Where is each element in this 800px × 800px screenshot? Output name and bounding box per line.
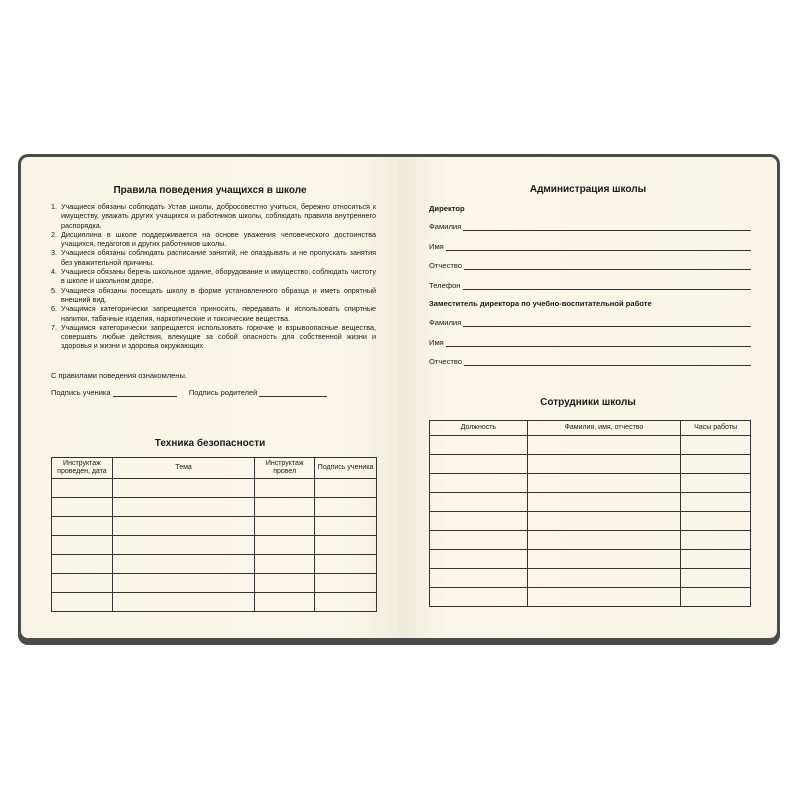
notebook-spread bbox=[18, 154, 780, 645]
table-cell[interactable] bbox=[527, 531, 680, 550]
table-cell[interactable] bbox=[315, 555, 377, 574]
director-fields bbox=[429, 221, 751, 290]
table-cell[interactable] bbox=[52, 574, 113, 593]
safety-title: Техника безопасности bbox=[154, 438, 266, 449]
table-cell[interactable] bbox=[527, 455, 680, 474]
table-cell[interactable] bbox=[527, 569, 680, 588]
left-page bbox=[21, 157, 399, 638]
table-cell[interactable] bbox=[255, 517, 315, 536]
table-header-cell: Должность bbox=[430, 421, 528, 436]
table-row bbox=[430, 493, 751, 512]
table-cell[interactable] bbox=[681, 588, 751, 607]
table-cell[interactable] bbox=[112, 517, 254, 536]
table-cell[interactable] bbox=[681, 455, 751, 474]
table-cell[interactable] bbox=[52, 498, 113, 517]
parents-signature-line[interactable] bbox=[259, 396, 327, 397]
table-row bbox=[430, 474, 751, 493]
table-cell[interactable] bbox=[681, 436, 751, 455]
director-phone-field[interactable]: Телефон bbox=[429, 280, 751, 290]
table-cell[interactable] bbox=[315, 536, 377, 555]
table-cell[interactable] bbox=[430, 550, 528, 569]
table-cell[interactable] bbox=[112, 536, 254, 555]
table-cell[interactable] bbox=[315, 593, 377, 612]
table-cell[interactable] bbox=[112, 574, 254, 593]
table-row bbox=[52, 593, 377, 612]
table-cell[interactable] bbox=[527, 493, 680, 512]
safety-table bbox=[51, 457, 377, 612]
table-cell[interactable] bbox=[430, 493, 528, 512]
table-header-cell: Тема bbox=[112, 458, 254, 479]
rule-item: 5. Учащиеся обязаны посещать школу в форме установленного образца и иметь опрятный внешний вид. bbox=[51, 285, 376, 304]
director-label: Директор bbox=[429, 204, 465, 213]
parents-signature-label: Подпись родителей bbox=[188, 388, 258, 397]
table-cell[interactable] bbox=[112, 555, 254, 574]
table-cell[interactable] bbox=[255, 536, 315, 555]
table-cell[interactable] bbox=[52, 536, 113, 555]
table-header-cell: Фамилия, имя, отчество bbox=[527, 421, 680, 436]
table-row bbox=[52, 479, 377, 498]
table-cell[interactable] bbox=[527, 474, 680, 493]
rule-item: 1. Учащиеся обязаны соблюдать Устав школы, добросовестно учиться, бережно относиться к имуществу, уважать других учащихся и работников школы, соблюдать правила внутреннего распорядка. bbox=[51, 202, 376, 230]
rule-item: 2. Дисциплина в школе поддерживается на основе уважения человеческого достоинства учащихся, педагогов и других работников школы. bbox=[51, 229, 376, 249]
director-patronymic-field[interactable]: Отчество bbox=[429, 260, 751, 270]
table-row bbox=[52, 574, 377, 593]
table-cell[interactable] bbox=[430, 531, 528, 550]
rules-list bbox=[51, 202, 376, 351]
table-cell[interactable] bbox=[255, 498, 315, 517]
deputy-fields bbox=[429, 317, 751, 366]
table-cell[interactable] bbox=[315, 574, 377, 593]
table-cell[interactable] bbox=[430, 588, 528, 607]
table-cell[interactable] bbox=[430, 455, 528, 474]
student-signature-label: Подпись ученика bbox=[51, 388, 111, 397]
rule-item: 7. Учащимся категорически запрещается использовать горючие и взрывоопасные вещества, совершать любые действия, влекущие за собой опасность для собственной жизни и здоровья и жизни и здоровья окружающих. bbox=[51, 322, 376, 351]
deputy-firstname-field[interactable]: Имя bbox=[429, 337, 751, 347]
table-row bbox=[52, 498, 377, 517]
table-cell[interactable] bbox=[430, 569, 528, 588]
table-cell[interactable] bbox=[52, 593, 113, 612]
table-cell[interactable] bbox=[315, 498, 377, 517]
rule-item: 6. Учащимся категорически запрещается приносить, передавать и использовать спиртные напитки, табачные изделия, наркотические и токсические вещества. bbox=[51, 304, 376, 323]
table-header-cell: Часы работы bbox=[681, 421, 751, 436]
table-cell[interactable] bbox=[112, 479, 254, 498]
deputy-patronymic-field[interactable]: Отчество bbox=[429, 356, 751, 366]
table-cell[interactable] bbox=[681, 512, 751, 531]
table-cell[interactable] bbox=[315, 517, 377, 536]
table-cell[interactable] bbox=[255, 555, 315, 574]
table-row bbox=[430, 436, 751, 455]
director-lastname-field[interactable]: Фамилия bbox=[429, 221, 751, 231]
table-cell[interactable] bbox=[681, 493, 751, 512]
table-row bbox=[430, 550, 751, 569]
table-header-row bbox=[430, 421, 751, 436]
table-row bbox=[430, 588, 751, 607]
table-header-cell: Инструктаж провел bbox=[255, 458, 315, 479]
rule-item: 3. Учащиеся обязаны соблюдать расписание занятий, не опаздывать и не пропускать занятия без уважительной причины. bbox=[51, 248, 376, 267]
table-row bbox=[430, 512, 751, 531]
acknowledged-text: С правилами поведения ознакомлены. bbox=[51, 371, 187, 380]
table-cell[interactable] bbox=[681, 531, 751, 550]
table-cell[interactable] bbox=[527, 550, 680, 569]
table-cell[interactable] bbox=[430, 436, 528, 455]
table-row bbox=[430, 569, 751, 588]
table-row bbox=[430, 455, 751, 474]
table-cell[interactable] bbox=[681, 550, 751, 569]
table-cell[interactable] bbox=[52, 555, 113, 574]
table-cell[interactable] bbox=[255, 574, 315, 593]
rule-item: 4. Учащиеся обязаны беречь школьное здание, оборудование и имущество, соблюдать чистоту в школе и школьном дворе. bbox=[51, 267, 376, 286]
table-header-row bbox=[52, 458, 377, 479]
table-cell[interactable] bbox=[255, 593, 315, 612]
table-cell[interactable] bbox=[430, 512, 528, 531]
table-cell[interactable] bbox=[681, 474, 751, 493]
staff-title: Сотрудники школы bbox=[540, 397, 636, 408]
table-row bbox=[430, 531, 751, 550]
table-cell[interactable] bbox=[112, 593, 254, 612]
admin-title: Администрация школы bbox=[529, 184, 647, 195]
rules-title: Правила поведения учащихся в школе bbox=[113, 185, 307, 196]
table-cell[interactable] bbox=[112, 498, 254, 517]
table-cell[interactable] bbox=[315, 479, 377, 498]
table-row bbox=[52, 555, 377, 574]
table-cell[interactable] bbox=[527, 436, 680, 455]
table-header-cell: Инструктаж проведен, дата bbox=[52, 458, 113, 479]
deputy-lastname-field[interactable]: Фамилия bbox=[429, 317, 751, 327]
table-row bbox=[52, 517, 377, 536]
student-signature-line[interactable] bbox=[113, 396, 177, 397]
deputy-label: Заместитель директора по учебно-воспитательной работе bbox=[429, 299, 652, 308]
table-cell[interactable] bbox=[52, 479, 113, 498]
table-cell[interactable] bbox=[430, 474, 528, 493]
table-cell[interactable] bbox=[527, 512, 680, 531]
right-page bbox=[399, 157, 777, 638]
table-header-cell: Подпись ученика bbox=[315, 458, 377, 479]
table-cell[interactable] bbox=[527, 588, 680, 607]
staff-table bbox=[429, 420, 751, 607]
signature-row bbox=[51, 388, 327, 397]
table-cell[interactable] bbox=[52, 517, 113, 536]
director-firstname-field[interactable]: Имя bbox=[429, 241, 751, 251]
table-cell[interactable] bbox=[255, 479, 315, 498]
table-cell[interactable] bbox=[681, 569, 751, 588]
table-row bbox=[52, 536, 377, 555]
